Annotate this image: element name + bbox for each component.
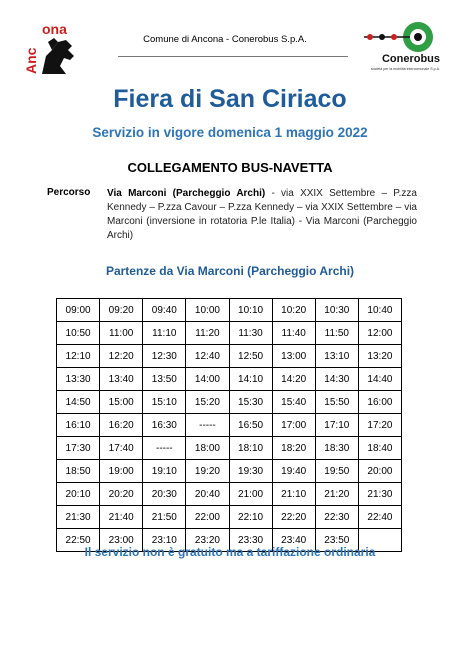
departure-time: 13:50 (143, 368, 186, 391)
departure-time: 11:40 (272, 322, 315, 345)
departure-time: 19:00 (100, 460, 143, 483)
departure-time: 18:10 (229, 437, 272, 460)
route-description (107, 187, 417, 243)
departure-time: 09:40 (143, 299, 186, 322)
departure-time: 22:40 (358, 506, 401, 529)
departure-time: 22:00 (186, 506, 229, 529)
departure-time: 23:00 (100, 529, 143, 552)
departure-time: 22:30 (315, 506, 358, 529)
departure-time: 21:00 (229, 483, 272, 506)
timetable-row (57, 437, 402, 460)
departure-time: 20:10 (57, 483, 100, 506)
departure-time: 13:10 (315, 345, 358, 368)
departure-time: 13:20 (358, 345, 401, 368)
departure-time: 16:50 (229, 414, 272, 437)
departure-time: 10:30 (315, 299, 358, 322)
departure-time: 17:40 (100, 437, 143, 460)
departure-time: 11:10 (143, 322, 186, 345)
departure-time: 14:50 (57, 391, 100, 414)
departure-time: 13:30 (57, 368, 100, 391)
departure-time: 22:20 (272, 506, 315, 529)
departure-time: 09:00 (57, 299, 100, 322)
departure-time: 16:30 (143, 414, 186, 437)
departure-time: 19:40 (272, 460, 315, 483)
departure-time: 15:30 (229, 391, 272, 414)
departure-time: 12:30 (143, 345, 186, 368)
departure-time: 09:20 (100, 299, 143, 322)
conerobus-logo-mark (362, 20, 440, 74)
ancona-logo (22, 20, 84, 78)
departure-time: 21:10 (272, 483, 315, 506)
departure-time: 15:40 (272, 391, 315, 414)
departure-time: 17:20 (358, 414, 401, 437)
page-title: Fiera di San Ciriaco (113, 85, 347, 113)
route-start: Via Marconi (Parcheggio Archi) (107, 188, 266, 199)
departure-time: 23:50 (315, 529, 358, 552)
departure-time: 17:30 (57, 437, 100, 460)
departure-time: 12:50 (229, 345, 272, 368)
departure-time: 11:00 (100, 322, 143, 345)
departure-time: ----- (143, 437, 186, 460)
departure-time: 14:30 (315, 368, 358, 391)
departure-time: 23:20 (186, 529, 229, 552)
departure-time: 18:40 (358, 437, 401, 460)
departure-time: 18:20 (272, 437, 315, 460)
departure-time: 19:10 (143, 460, 186, 483)
svg-text:Anc: Anc (23, 47, 39, 74)
timetable-row (57, 460, 402, 483)
fare-note: Il servizio non è gratuito ma a tariffazione ordinaria (84, 545, 376, 559)
timetable-row (57, 391, 402, 414)
departure-time: 15:20 (186, 391, 229, 414)
departure-time: 19:30 (229, 460, 272, 483)
service-date: Servizio in vigore domenica 1 maggio 2022 (92, 125, 368, 140)
timetable (56, 298, 402, 552)
departure-time: 18:30 (315, 437, 358, 460)
departure-time: 10:10 (229, 299, 272, 322)
route-stops: - via XXIX Settembre – P.zza Kennedy – P.zza Cavour – P.zza Kennedy – via XXIX Settembre – via Marconi (inversione in rotatoria P.le Italia) - Via Marconi (Parcheggio Archi) (107, 188, 417, 241)
departure-time: 12:00 (358, 322, 401, 345)
departure-time: 14:20 (272, 368, 315, 391)
conerobus-logo (362, 20, 440, 74)
organization-name: Comune di Ancona - Conerobus S.p.A. (143, 34, 307, 45)
header-divider (118, 56, 348, 57)
departure-time: 10:00 (186, 299, 229, 322)
departure-time: 10:50 (57, 322, 100, 345)
departure-time: 15:10 (143, 391, 186, 414)
departure-time: 21:30 (57, 506, 100, 529)
service-heading: COLLEGAMENTO BUS-NAVETTA (127, 160, 333, 175)
conerobus-logo-name: Conerobus (381, 53, 440, 65)
departure-time: ----- (186, 414, 229, 437)
departure-time: 15:00 (100, 391, 143, 414)
departure-time: 20:20 (100, 483, 143, 506)
departure-time: 14:00 (186, 368, 229, 391)
departure-time: 11:50 (315, 322, 358, 345)
departure-time: 12:10 (57, 345, 100, 368)
departure-time: 11:30 (229, 322, 272, 345)
departure-time: 21:50 (143, 506, 186, 529)
departure-time: 16:00 (358, 391, 401, 414)
departure-time: 12:20 (100, 345, 143, 368)
departure-time: 20:00 (358, 460, 401, 483)
departure-time: 18:00 (186, 437, 229, 460)
departure-time: 11:20 (186, 322, 229, 345)
departure-time: 15:50 (315, 391, 358, 414)
departure-time: 22:10 (229, 506, 272, 529)
departure-time: 20:40 (186, 483, 229, 506)
timetable-row (57, 368, 402, 391)
timetable-row (57, 506, 402, 529)
route-label: Percorso (47, 187, 91, 198)
conerobus-logo-tagline: società per la mobilità intercomunale S.p.A. (370, 67, 440, 71)
departure-time: 10:20 (272, 299, 315, 322)
departure-time: 19:20 (186, 460, 229, 483)
timetable-row (57, 345, 402, 368)
departure-time: 23:10 (143, 529, 186, 552)
departure-time: 19:50 (315, 460, 358, 483)
departure-time: 20:30 (143, 483, 186, 506)
departure-time: 21:40 (100, 506, 143, 529)
departure-time: 13:40 (100, 368, 143, 391)
departure-time: 21:20 (315, 483, 358, 506)
departure-time: 18:50 (57, 460, 100, 483)
timetable-row (57, 322, 402, 345)
timetable-row (57, 299, 402, 322)
departure-time: 22:50 (57, 529, 100, 552)
timetable-row (57, 414, 402, 437)
departure-time: 14:40 (358, 368, 401, 391)
departures-heading: Partenze da Via Marconi (Parcheggio Archi) (105, 264, 355, 278)
timetable-row (57, 483, 402, 506)
departure-time: 21:30 (358, 483, 401, 506)
departure-time: 17:00 (272, 414, 315, 437)
departure-time: 16:10 (57, 414, 100, 437)
departure-time: 13:00 (272, 345, 315, 368)
departure-time: 12:40 (186, 345, 229, 368)
departure-time: 16:20 (100, 414, 143, 437)
departure-time: 10:40 (358, 299, 401, 322)
departure-time: 23:40 (272, 529, 315, 552)
departure-time: 23:30 (229, 529, 272, 552)
departure-time: 14:10 (229, 368, 272, 391)
ancona-logo-mark (22, 20, 84, 78)
departure-time: 17:10 (315, 414, 358, 437)
svg-text:ona: ona (42, 21, 67, 37)
